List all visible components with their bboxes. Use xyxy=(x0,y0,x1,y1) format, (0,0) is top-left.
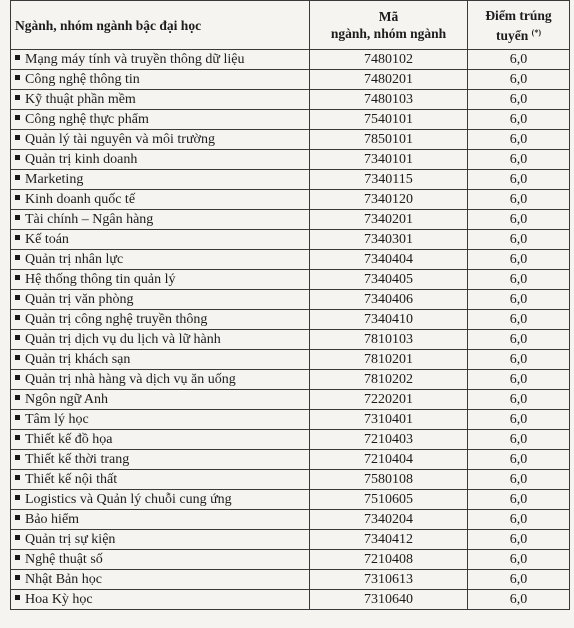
program-code: 7340412 xyxy=(310,530,468,550)
square-bullet-icon xyxy=(15,575,20,580)
program-name-cell xyxy=(11,310,310,330)
square-bullet-icon xyxy=(15,455,20,460)
program-name-cell xyxy=(11,370,310,390)
square-bullet-icon xyxy=(15,435,20,440)
program-code: 7810201 xyxy=(310,350,468,370)
program-name-cell xyxy=(11,390,310,410)
program-name-cell xyxy=(11,290,310,310)
admission-score: 6,0 xyxy=(468,410,570,430)
program-name-cell xyxy=(11,110,310,130)
program-code: 7480201 xyxy=(310,70,468,90)
square-bullet-icon xyxy=(15,115,20,120)
header-program-name-text: Ngành, nhóm ngành bậc đại học xyxy=(15,17,202,33)
table-row xyxy=(11,70,570,90)
table-row xyxy=(11,390,570,410)
table-row xyxy=(11,510,570,530)
square-bullet-icon xyxy=(15,475,20,480)
program-code: 7510605 xyxy=(310,490,468,510)
program-name-cell xyxy=(11,450,310,470)
square-bullet-icon xyxy=(15,135,20,140)
admission-score: 6,0 xyxy=(468,550,570,570)
program-name-cell xyxy=(11,590,310,610)
program-name-cell xyxy=(11,150,310,170)
program-name: Ngôn ngữ Anh xyxy=(25,391,109,407)
table-body xyxy=(11,50,570,610)
program-name: Quản trị sự kiện xyxy=(25,531,116,547)
program-name-cell xyxy=(11,50,310,70)
table-row xyxy=(11,570,570,590)
table-row xyxy=(11,290,570,310)
program-name: Kế toán xyxy=(25,231,69,247)
program-name-cell xyxy=(11,550,310,570)
program-code: 7340101 xyxy=(310,150,468,170)
table-row xyxy=(11,330,570,350)
admission-score: 6,0 xyxy=(468,110,570,130)
program-name: Hoa Kỳ học xyxy=(25,591,93,607)
table-row xyxy=(11,530,570,550)
table-header-row xyxy=(11,1,570,50)
program-name: Quản trị công nghệ truyền thông xyxy=(25,311,208,327)
admission-score: 6,0 xyxy=(468,70,570,90)
square-bullet-icon xyxy=(15,395,20,400)
program-name: Quản trị văn phòng xyxy=(25,291,134,307)
program-name: Mạng máy tính và truyền thông dữ liệu xyxy=(25,51,245,67)
square-bullet-icon xyxy=(15,215,20,220)
admission-score: 6,0 xyxy=(468,150,570,170)
program-name: Quản trị kinh doanh xyxy=(25,151,138,167)
table-row xyxy=(11,90,570,110)
program-code: 7340405 xyxy=(310,270,468,290)
program-name: Logistics và Quản lý chuỗi cung ứng xyxy=(25,491,232,507)
table-row xyxy=(11,350,570,370)
table-row xyxy=(11,490,570,510)
program-code: 7340120 xyxy=(310,190,468,210)
square-bullet-icon xyxy=(15,335,20,340)
admission-score: 6,0 xyxy=(468,250,570,270)
program-code: 7810103 xyxy=(310,330,468,350)
program-name-cell xyxy=(11,570,310,590)
program-name: Thiết kế thời trang xyxy=(25,451,130,467)
square-bullet-icon xyxy=(15,95,20,100)
program-code: 7340115 xyxy=(310,170,468,190)
program-code: 7210408 xyxy=(310,550,468,570)
program-code: 7310401 xyxy=(310,410,468,430)
program-name: Công nghệ thực phẩm xyxy=(25,111,149,127)
program-name-cell xyxy=(11,330,310,350)
table-row xyxy=(11,110,570,130)
program-name: Công nghệ thông tin xyxy=(25,71,140,87)
admission-score: 6,0 xyxy=(468,270,570,290)
admission-score: 6,0 xyxy=(468,530,570,550)
program-code: 7220201 xyxy=(310,390,468,410)
program-name-cell xyxy=(11,430,310,450)
program-name-cell xyxy=(11,190,310,210)
square-bullet-icon xyxy=(15,155,20,160)
table-row xyxy=(11,590,570,610)
program-code: 7340404 xyxy=(310,250,468,270)
program-code: 7340201 xyxy=(310,210,468,230)
program-code: 7210403 xyxy=(310,430,468,450)
program-name: Nhật Bản học xyxy=(25,571,102,587)
table-row xyxy=(11,310,570,330)
program-name-cell xyxy=(11,510,310,530)
table-row xyxy=(11,270,570,290)
square-bullet-icon xyxy=(15,315,20,320)
admission-score: 6,0 xyxy=(468,570,570,590)
program-name-cell xyxy=(11,250,310,270)
program-name-cell xyxy=(11,530,310,550)
program-name: Kinh doanh quốc tế xyxy=(25,191,136,207)
admission-score: 6,0 xyxy=(468,50,570,70)
program-name: Thiết kế nội thất xyxy=(25,471,118,487)
square-bullet-icon xyxy=(15,495,20,500)
admission-score: 6,0 xyxy=(468,290,570,310)
program-name: Bảo hiểm xyxy=(25,511,80,527)
admission-score: 6,0 xyxy=(468,390,570,410)
square-bullet-icon xyxy=(15,75,20,80)
program-code: 7850101 xyxy=(310,130,468,150)
program-name: Quản trị nhân lực xyxy=(25,251,124,267)
program-name: Quản trị khách sạn xyxy=(25,351,131,367)
program-code: 7480102 xyxy=(310,50,468,70)
program-name-cell xyxy=(11,490,310,510)
program-name: Marketing xyxy=(25,171,84,187)
header-program-name xyxy=(11,1,310,50)
admission-score: 6,0 xyxy=(468,190,570,210)
program-code: 7580108 xyxy=(310,470,468,490)
table-row xyxy=(11,50,570,70)
admission-score: 6,0 xyxy=(468,90,570,110)
table-row xyxy=(11,410,570,430)
admission-score-table xyxy=(10,0,570,610)
program-name-cell xyxy=(11,270,310,290)
square-bullet-icon xyxy=(15,55,20,60)
table-row xyxy=(11,190,570,210)
program-name: Quản lý tài nguyên và môi trường xyxy=(25,131,215,147)
header-score-line2: tuyển xyxy=(496,27,529,43)
program-name-cell xyxy=(11,230,310,250)
program-name-cell xyxy=(11,470,310,490)
table-row xyxy=(11,230,570,250)
square-bullet-icon xyxy=(15,255,20,260)
square-bullet-icon xyxy=(15,195,20,200)
square-bullet-icon xyxy=(15,275,20,280)
table-row xyxy=(11,150,570,170)
admission-score: 6,0 xyxy=(468,350,570,370)
square-bullet-icon xyxy=(15,415,20,420)
admission-score: 6,0 xyxy=(468,370,570,390)
square-bullet-icon xyxy=(15,175,20,180)
table-row xyxy=(11,170,570,190)
square-bullet-icon xyxy=(15,515,20,520)
table-row xyxy=(11,210,570,230)
header-score-note: (*) xyxy=(531,27,541,37)
admission-score: 6,0 xyxy=(468,490,570,510)
square-bullet-icon xyxy=(15,535,20,540)
program-code: 7480103 xyxy=(310,90,468,110)
header-admission-score xyxy=(468,1,570,50)
program-name-cell xyxy=(11,130,310,150)
program-name-cell xyxy=(11,90,310,110)
table-row xyxy=(11,130,570,150)
program-name: Quản trị nhà hàng và dịch vụ ăn uống xyxy=(25,371,236,387)
table-row xyxy=(11,470,570,490)
admission-score: 6,0 xyxy=(468,450,570,470)
program-code: 7210404 xyxy=(310,450,468,470)
header-code-line1: Mã xyxy=(378,9,399,24)
program-name: Tài chính – Ngân hàng xyxy=(25,211,154,227)
header-program-code xyxy=(310,1,468,50)
admission-score: 6,0 xyxy=(468,590,570,610)
table-row xyxy=(11,370,570,390)
admission-score: 6,0 xyxy=(468,130,570,150)
program-name: Thiết kế đồ họa xyxy=(25,431,113,447)
admission-score: 6,0 xyxy=(468,230,570,250)
program-name-cell xyxy=(11,410,310,430)
header-code-line2: ngành, nhóm ngành xyxy=(330,26,447,41)
program-name: Quản trị dịch vụ du lịch và lữ hành xyxy=(25,331,221,347)
square-bullet-icon xyxy=(15,235,20,240)
table-row xyxy=(11,450,570,470)
program-name: Hệ thống thông tin quản lý xyxy=(25,271,176,287)
program-name-cell xyxy=(11,170,310,190)
program-code: 7310613 xyxy=(310,570,468,590)
admission-score: 6,0 xyxy=(468,470,570,490)
program-code: 7540101 xyxy=(310,110,468,130)
program-name: Kỹ thuật phần mềm xyxy=(25,91,136,107)
header-score-line1: Điểm trúng xyxy=(485,7,552,23)
program-name-cell xyxy=(11,210,310,230)
admission-score: 6,0 xyxy=(468,430,570,450)
program-code: 7340204 xyxy=(310,510,468,530)
table-row xyxy=(11,250,570,270)
program-code: 7310640 xyxy=(310,590,468,610)
table-row xyxy=(11,430,570,450)
square-bullet-icon xyxy=(15,375,20,380)
program-name-cell xyxy=(11,70,310,90)
admission-score: 6,0 xyxy=(468,510,570,530)
admission-score: 6,0 xyxy=(468,330,570,350)
square-bullet-icon xyxy=(15,555,20,560)
square-bullet-icon xyxy=(15,595,20,600)
square-bullet-icon xyxy=(15,355,20,360)
program-name: Tâm lý học xyxy=(25,411,89,427)
program-name: Nghệ thuật số xyxy=(25,551,103,567)
square-bullet-icon xyxy=(15,295,20,300)
admission-score: 6,0 xyxy=(468,310,570,330)
program-code: 7810202 xyxy=(310,370,468,390)
admission-score: 6,0 xyxy=(468,210,570,230)
program-code: 7340410 xyxy=(310,310,468,330)
table-row xyxy=(11,550,570,570)
admission-score: 6,0 xyxy=(468,170,570,190)
program-code: 7340301 xyxy=(310,230,468,250)
program-code: 7340406 xyxy=(310,290,468,310)
program-name-cell xyxy=(11,350,310,370)
